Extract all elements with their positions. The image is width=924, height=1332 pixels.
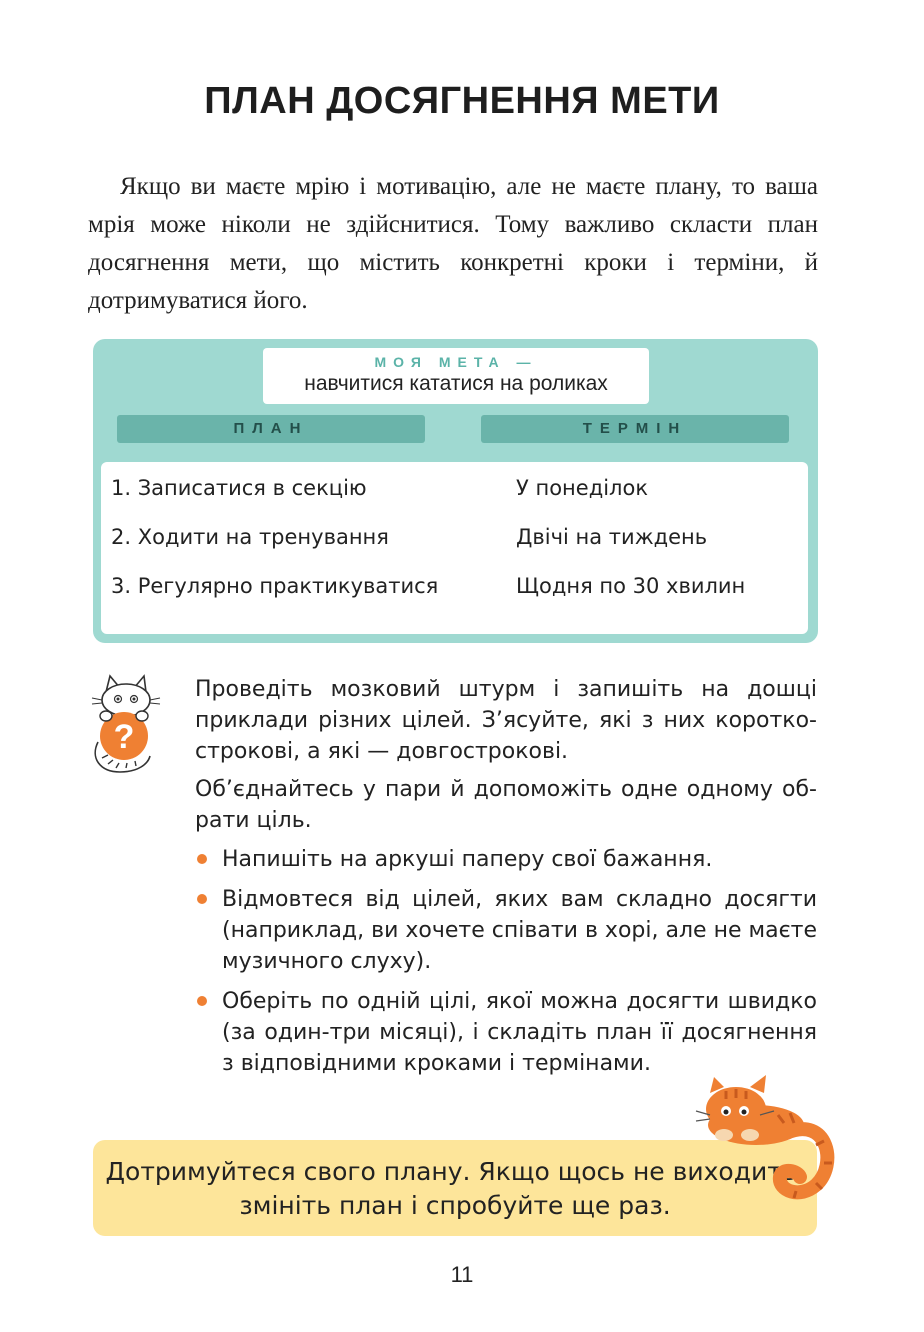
bullet-dot-icon: [197, 854, 207, 864]
orange-cat-icon: [688, 1075, 838, 1205]
plan-row: [101, 476, 808, 516]
plan-row: [101, 574, 808, 614]
note-text: Дотримуйтеся свого плану. Якщо щось не виходить, змініть план і спробуйте ще раз.: [105, 1157, 805, 1220]
goal-text: навчитися кататися на роликах: [304, 372, 608, 395]
activity-paragraph-2: Об’єднайтесь у пари й допоможіть одне одному обрати ціль.: [195, 777, 817, 833]
plan-column-header: ПЛАН: [117, 415, 425, 443]
bullet-dot-icon: [197, 894, 207, 904]
term-column-header: ТЕРМІН: [481, 415, 789, 443]
bullet-dot-icon: [197, 996, 207, 1006]
activity-bullets: [195, 844, 817, 1088]
bullet-item: [195, 986, 817, 1079]
bullet-item: [195, 884, 817, 977]
plan-step: 2. Ходити на тренування: [111, 525, 389, 549]
plan-step: 1. Записатися в секцію: [111, 476, 367, 500]
cat-question-icon: [88, 672, 162, 776]
bullet-item: [195, 844, 817, 875]
plan-row: [101, 525, 808, 565]
goal-label: МОЯ МЕТА —: [374, 354, 538, 370]
svg-text:?: ?: [113, 718, 135, 756]
bullet-text: Оберіть по одній цілі, якої можна досягти швидко (за один-три місяці), і складіть план її досягнення з відповідними кроками і термінами.: [222, 989, 817, 1076]
bullet-text: Напишіть на аркуші паперу свої бажання.: [222, 847, 713, 872]
plan-step: 3. Регулярно практикуватися: [111, 574, 439, 598]
page-title: ПЛАН ДОСЯГНЕННЯ МЕТИ: [204, 80, 720, 122]
page-number: 11: [450, 1262, 474, 1287]
plan-term: У понеділок: [516, 476, 649, 500]
plan-term: Двічі на тиждень: [516, 525, 708, 549]
intro-paragraph: Якщо ви маєте мрію і мотивацію, але не маєте плану, то ваша мрія може ніколи не здійснитися. Тому важливо скласти план досягнення мети, що містить конкретні кроки і терміни, й дотримуватися його.: [88, 173, 818, 314]
goal-box: [263, 348, 649, 404]
plan-table: [101, 462, 808, 634]
plan-term: Щодня по 30 хвилин: [516, 574, 746, 598]
bullet-text: Відмовтеся від цілей, яких вам складно досягти (наприклад, ви хочете співати в хорі, але не маєте музичного слуху).: [222, 887, 817, 974]
activity-paragraph-1: Проведіть мозковий штурм і запишіть на дошці приклади різних цілей. З’ясуйте, які з них короткострокові, а які — довгострокові.: [195, 677, 817, 764]
